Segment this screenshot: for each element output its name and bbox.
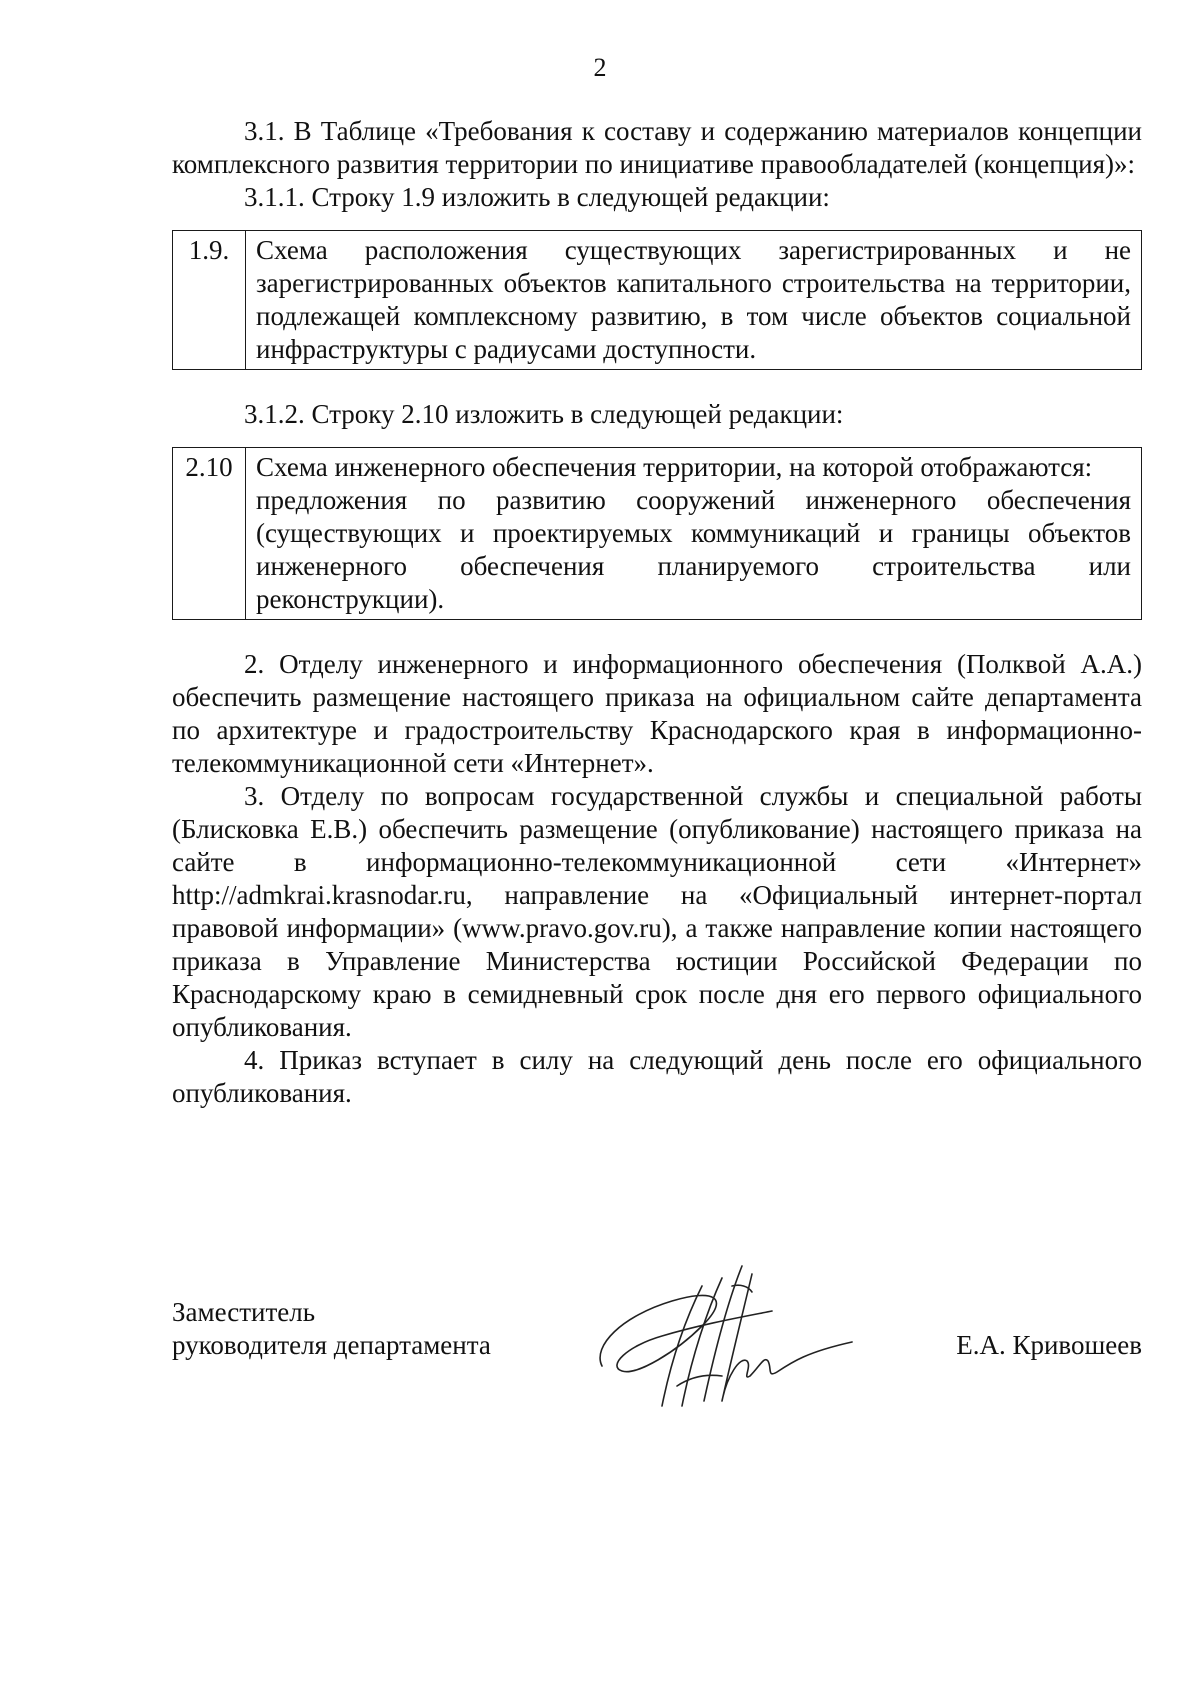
row-number-cell: 2.10 [173, 448, 246, 620]
row-text-cell: Схема расположения существующих зарегистрированных и не зарегистрированных объектов капитального строительства на территории, подлежащей комплексному развитию, в том числе объектов социальной инфраструктуры с радиусами доступности. [246, 231, 1142, 370]
paragraph-3-1: 3.1. В Таблице «Требования к составу и содержанию материалов концепции комплексного развития территории по инициативе правообладателей (концепция)»: [172, 116, 1142, 179]
position-line-1: Заместитель [172, 1297, 316, 1327]
signature-block [172, 1296, 1142, 1426]
document-body [172, 115, 1142, 1110]
paragraph-3-1-1: 3.1.1. Строку 1.9 изложить в следующей редакции: [244, 182, 830, 212]
paragraph-3-1-2: 3.1.2. Строку 2.10 изложить в следующей редакции: [244, 399, 844, 429]
clause-4: 4. Приказ вступает в силу на следующий день после его официального опубликования. [172, 1045, 1142, 1108]
row-text-line-1: Схема инженерного обеспечения территории, на которой отображаются: [256, 452, 1093, 482]
table-row-2-10 [172, 447, 1142, 620]
page-number: 2 [593, 53, 607, 82]
position-line-2: руководителя департамента [172, 1330, 491, 1360]
row-number-cell: 1.9. [173, 231, 246, 370]
table-row-1-9 [172, 230, 1142, 370]
table-row [173, 231, 1142, 370]
clause-3: 3. Отделу по вопросам государственной службы и специальной работы (Блисковка Е.В.) обеспечить размещение (опубликование) настоящего приказа на сайте в информационно-телекоммуникационной сети «Интернет» http://admkrai.krasnodar.ru, направление на «Официальный интернет-портал правовой информации» (www.pravo.gov.ru), а также направление копии настоящего приказа в Управление Министерства юстиции Российской Федерации по Краснодарскому краю в семидневный срок после дня его первого официального опубликования. [172, 781, 1142, 1042]
table-row [173, 448, 1142, 620]
clause-2: 2. Отделу инженерного и информационного обеспечения (Полквой А.А.) обеспечить размещение настоящего приказа на официальном сайте департамента по архитектуре и градостроительству Краснодарского края в информационно-телекоммуникационной сети «Интернет». [172, 649, 1142, 778]
signatory-position [172, 1296, 491, 1362]
row-text-cell [246, 448, 1142, 620]
signatory-name: Е.А. Кривошеев [956, 1330, 1142, 1360]
handwritten-signature [582, 1256, 862, 1416]
row-text-line-2: предложения по развитию сооружений инженерного обеспечения (существующих и проектируемых коммуникаций и границы объектов инженерного обеспечения планируемого строительства или реконструкции). [256, 485, 1131, 614]
